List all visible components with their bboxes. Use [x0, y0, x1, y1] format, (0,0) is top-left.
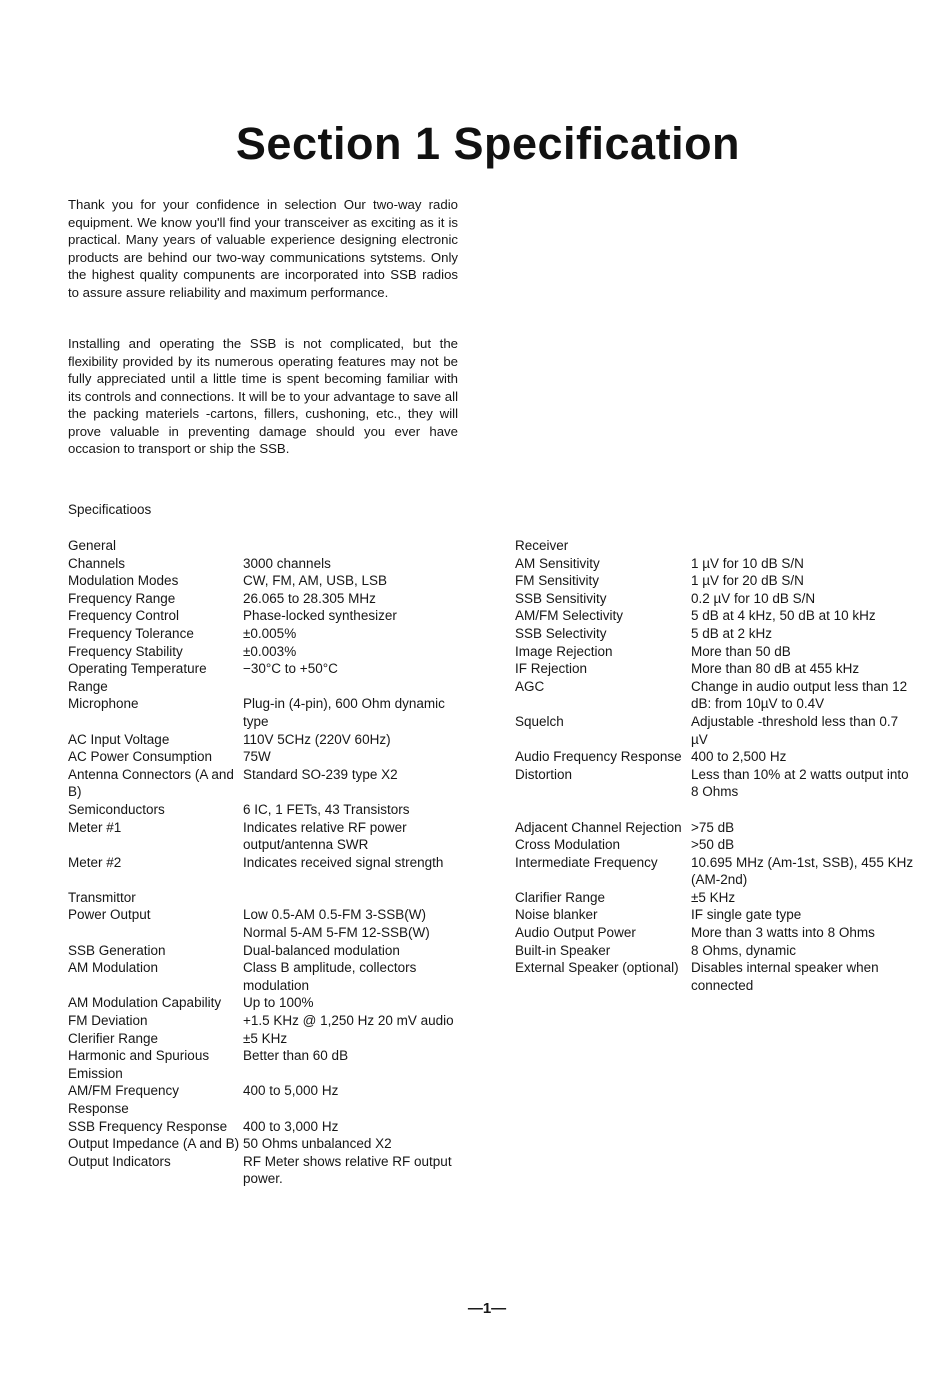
spec-value: Standard SO-239 type X2	[243, 766, 398, 782]
spec-row	[68, 1030, 468, 1048]
spec-label: AGC	[515, 678, 545, 694]
spec-row	[68, 625, 468, 643]
spec-label: AC Input Voltage	[68, 731, 170, 747]
spec-row	[515, 959, 915, 994]
spec-column-right	[515, 537, 915, 994]
spec-label: IF Rejection	[515, 661, 588, 677]
spec-row	[515, 660, 915, 678]
spec-value: 26.065 to 28.305 MHz	[243, 590, 376, 606]
spec-value: Indicates received signal strength	[243, 854, 444, 870]
spec-label: Frequency Control	[68, 608, 180, 624]
spec-value: Adjustable -threshold less than 0.7 µV	[691, 713, 899, 747]
spec-label: External Speaker (optional)	[515, 960, 679, 976]
spec-row	[68, 555, 468, 573]
spec-row	[515, 819, 915, 837]
spec-label: Clerifier Range	[68, 1030, 159, 1046]
spec-label: SSB Sensitivity	[515, 590, 607, 606]
spec-value: Plug-in (4-pin), 600 Ohm dynamic type	[243, 696, 445, 729]
spec-value: 50 Ohms unbalanced X2	[243, 1136, 392, 1152]
spec-row	[68, 942, 468, 960]
spec-label: Frequency Stability	[68, 643, 183, 659]
spec-row	[68, 1153, 468, 1188]
spec-row	[515, 572, 915, 590]
spec-label: Microphone	[68, 696, 139, 712]
spec-row	[68, 1135, 468, 1153]
spec-value: Class B amplitude, collectors modulation	[243, 960, 417, 993]
spec-row	[515, 625, 915, 643]
spec-row	[515, 678, 915, 713]
spec-row	[515, 643, 915, 661]
spec-value: 400 to 3,000 Hz	[243, 1118, 339, 1134]
spec-label: Clarifier Range	[515, 889, 606, 905]
spec-row	[68, 607, 468, 625]
spec-value: RF Meter shows relative RF output power.	[243, 1153, 452, 1187]
spec-row	[68, 994, 468, 1012]
group-heading-general: General	[68, 538, 117, 553]
spec-row	[515, 590, 915, 608]
spec-value: −30°C to +50°C	[243, 661, 338, 677]
spec-value: 5 dB at 4 kHz, 50 dB at 10 kHz	[691, 608, 876, 624]
spec-label: Noise blanker	[515, 907, 598, 923]
page-title-text: Section 1 Specification	[235, 118, 741, 169]
spec-row	[68, 801, 468, 819]
spec-row	[515, 607, 915, 625]
spec-row	[68, 748, 468, 766]
spec-row	[515, 766, 915, 801]
spec-row	[68, 1082, 468, 1117]
spec-label: Cross Modulation	[515, 837, 621, 853]
spec-row	[68, 819, 468, 854]
spec-row	[515, 748, 915, 766]
specifications-heading: Specificatioos	[68, 502, 152, 517]
spec-row	[515, 906, 915, 924]
spec-row	[68, 766, 468, 801]
spec-row	[68, 1012, 468, 1030]
spec-row	[68, 1047, 468, 1082]
spec-label: SSB Selectivity	[515, 625, 607, 641]
spec-value: Change in audio output less than 12 dB: from 10µV to 0.4V	[691, 678, 908, 712]
spec-row	[515, 889, 915, 907]
group-heading-transmitter: Transmittor	[68, 889, 136, 905]
spec-label: AM/FM Selectivity	[515, 608, 624, 624]
spec-row	[68, 1118, 468, 1136]
spec-label: Adjacent Channel Rejection	[515, 819, 682, 835]
row-spacer	[515, 801, 915, 819]
spec-label: Output Impedance (A and B)	[68, 1136, 240, 1152]
spec-label: Output Indicators	[68, 1153, 171, 1169]
spec-label: Antenna Connectors (A and B)	[68, 766, 234, 800]
spec-label: Built-in Speaker	[515, 942, 611, 958]
spec-row	[515, 713, 915, 748]
spec-label: Frequency Tolerance	[68, 625, 194, 641]
spec-label: AM/FM Frequency Response	[68, 1083, 180, 1116]
spec-label: AC Power Consumption	[68, 749, 213, 765]
spec-label: Modulation Modes	[68, 573, 179, 589]
spec-row	[68, 572, 468, 590]
spec-value: 6 IC, 1 FETs, 43 Transistors	[243, 801, 410, 817]
group-spacer	[68, 871, 468, 889]
spec-row	[68, 959, 468, 994]
spec-row	[515, 942, 915, 960]
spec-row	[68, 695, 468, 730]
spec-label: AM Sensitivity	[515, 555, 600, 571]
spec-value: 5 dB at 2 kHz	[691, 625, 773, 641]
spec-value: Better than 60 dB	[243, 1048, 349, 1064]
spec-value: More than 50 dB	[691, 643, 791, 659]
spec-row	[68, 906, 468, 941]
spec-label: Audio Frequency Response	[515, 749, 682, 765]
group-heading-receiver: Receiver	[515, 538, 569, 553]
intro-paragraph-2: Installing and operating the SSB is not complicated, but the flexibility provided by its numerous operating features may not be fully appreciated until a little time is spent becoming familiar with its controls and connections. It will be to your advantage to save all the packing materiels -cartons, fillers, cushoning, etc., they will prove valuable in preventing damage should you ever have occasion to transport or ship the SSB.	[68, 336, 458, 456]
spec-value: 1 µV for 20 dB S/N	[691, 573, 804, 589]
spec-label: Image Rejection	[515, 643, 613, 659]
spec-value: IF single gate type	[691, 907, 802, 923]
spec-label: Distortion	[515, 766, 573, 782]
spec-label: SSB Frequency Response	[68, 1118, 228, 1134]
spec-row	[515, 924, 915, 942]
spec-label: AM Modulation	[68, 960, 159, 976]
page-number: —1—	[467, 1300, 507, 1317]
spec-value: Up to 100%	[243, 995, 314, 1011]
spec-value: ±0.003%	[243, 643, 297, 659]
spec-label: SSB Generation	[68, 942, 166, 958]
spec-value: 8 Ohms, dynamic	[691, 942, 797, 958]
spec-label: FM Sensitivity	[515, 573, 600, 589]
spec-label: Meter #1	[68, 819, 122, 835]
spec-label: Frequency Range	[68, 590, 176, 606]
spec-label: AM Modulation Capability	[68, 995, 222, 1011]
spec-value: 400 to 5,000 Hz	[243, 1083, 339, 1099]
spec-label: Power Output	[68, 907, 151, 923]
spec-value: Dual-balanced modulation	[243, 942, 400, 958]
spec-row	[515, 854, 915, 889]
spec-row	[68, 731, 468, 749]
spec-value: 110V 5CHz (220V 60Hz)	[243, 731, 391, 747]
spec-value: 75W	[243, 749, 271, 765]
spec-label: Meter #2	[68, 854, 122, 870]
spec-label: Squelch	[515, 713, 564, 729]
spec-value: CW, FM, AM, USB, LSB	[243, 573, 388, 589]
spec-label: Audio Output Power	[515, 925, 636, 941]
spec-value: 10.695 MHz (Am-1st, SSB), 455 KHz (AM-2nd)	[691, 854, 914, 888]
spec-value: More than 80 dB at 455 kHz	[691, 661, 860, 677]
spec-value: Less than 10% at 2 watts output into 8 Ohms	[691, 766, 909, 800]
spec-label: Semiconductors	[68, 801, 165, 817]
spec-value: >50 dB	[691, 837, 735, 853]
spec-row	[515, 555, 915, 573]
page-title	[0, 118, 950, 170]
spec-row	[68, 590, 468, 608]
spec-value: +1.5 KHz @ 1,250 Hz 20 mV audio	[243, 1013, 454, 1029]
intro-paragraph-1: Thank you for your confidence in selection Our two-way radio equipment. We know you'll find your transceiver as exciting as it is practical. Many years of valuable experience designing electronic products are behind our two-way communications sytstems. Only the highest quality compunents are incorporated into SSB radios to assure assure reliability and maximum performance.	[68, 197, 458, 300]
spec-value: More than 3 watts into 8 Ohms	[691, 925, 875, 941]
spec-value: 0.2 µV for 10 dB S/N	[691, 590, 816, 606]
spec-label: Harmonic and Spurious Emission	[68, 1048, 210, 1081]
spec-label: Intermediate Frequency	[515, 854, 658, 870]
spec-row	[68, 643, 468, 661]
spec-row	[68, 854, 468, 872]
spec-value: ±5 KHz	[691, 889, 736, 905]
spec-row	[68, 660, 468, 695]
spec-label: Channels	[68, 555, 126, 571]
spec-value: 1 µV for 10 dB S/N	[691, 555, 804, 571]
spec-value: Indicates relative RF power output/antenna SWR	[243, 819, 407, 853]
spec-value: ±0.005%	[243, 625, 297, 641]
spec-value: 400 to 2,500 Hz	[691, 749, 787, 765]
spec-value: ±5 KHz	[243, 1030, 288, 1046]
spec-value: Phase-locked synthesizer	[243, 608, 397, 624]
spec-value: Low 0.5-AM 0.5-FM 3-SSB(W) Normal 5-AM 5-FM 12-SSB(W)	[243, 907, 430, 941]
spec-value: Disables internal speaker when connected	[691, 960, 879, 993]
spec-value: >75 dB	[691, 819, 735, 835]
spec-column-left	[68, 537, 468, 1188]
spec-row	[515, 836, 915, 854]
spec-label: Operating Temperature Range	[68, 661, 207, 694]
spec-value: 3000 channels	[243, 555, 331, 571]
spec-label: FM Deviation	[68, 1013, 148, 1029]
